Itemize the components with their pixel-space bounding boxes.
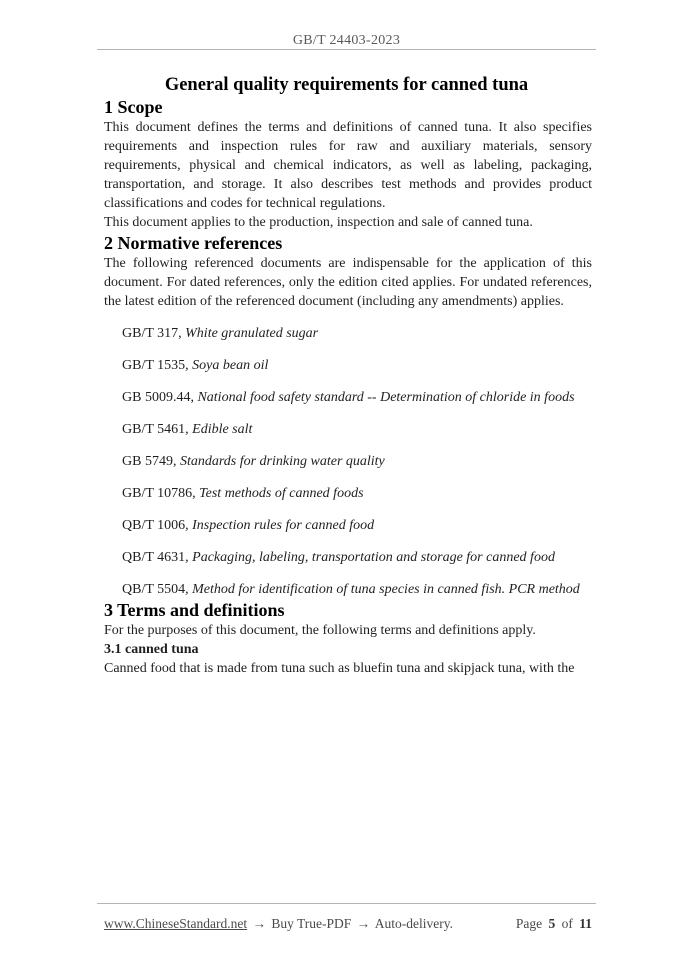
reference-list: [104, 324, 592, 599]
reference-code: GB 5009.44,: [122, 390, 194, 405]
footer-buy-text: Buy True-PDF: [271, 916, 352, 931]
reference-code: GB 5749,: [122, 454, 177, 469]
document-title: General quality requirements for canned tuna: [164, 75, 529, 95]
normative-intro-paragraph: The following referenced documents are indispensable for the application of this document. For dated references, only the edition cited applies. For undated references, the latest edition of the referenced document (including any amendments) applies.: [104, 256, 592, 309]
reference-code: GB/T 5461,: [122, 422, 189, 437]
site-link[interactable]: www.ChineseStandard.net: [104, 916, 248, 931]
reference-code: QB/T 1006,: [122, 518, 189, 533]
terms-intro-paragraph: For the purposes of this document, the following terms and definitions apply.: [104, 623, 536, 638]
header-divider: [97, 49, 596, 50]
arrow-icon: →: [356, 916, 371, 931]
document-body: [0, 96, 693, 678]
reference-code: GB/T 10786,: [122, 486, 196, 501]
reference-code: QB/T 4631,: [122, 550, 189, 565]
reference-title: Edible salt: [192, 422, 253, 437]
reference-item: [122, 548, 592, 567]
scope-paragraph-2: This document applies to the production, inspection and sale of canned tuna.: [104, 215, 533, 230]
reference-code: GB/T 1535,: [122, 358, 189, 373]
page-label: Page: [515, 916, 543, 931]
reference-code: QB/T 5504,: [122, 582, 189, 597]
of-label: of: [561, 916, 573, 931]
reference-title: White granulated sugar: [185, 326, 319, 341]
page-footer: [0, 903, 693, 932]
reference-item: [122, 484, 592, 503]
page-indicator: [513, 916, 592, 932]
current-page-number: 5: [548, 916, 556, 931]
section-heading-normative-references: 2 Normative references: [104, 233, 283, 253]
reference-title: Packaging, labeling, transportation and storage for canned food: [192, 550, 555, 565]
term-definition: Canned food that is made from tuna such as bluefin tuna and skipjack tuna, with the: [104, 661, 575, 676]
reference-title: National food safety standard -- Determination of chloride in foods: [197, 390, 575, 405]
section-heading-terms: 3 Terms and definitions: [104, 600, 285, 620]
arrow-icon: →: [252, 916, 266, 931]
reference-item: [122, 324, 592, 343]
reference-item: [122, 388, 592, 407]
reference-item: [122, 356, 592, 375]
reference-item: [122, 420, 592, 439]
reference-title: Inspection rules for canned food: [192, 518, 375, 533]
reference-title: Soya bean oil: [192, 358, 269, 373]
total-pages-number: 11: [579, 916, 592, 931]
term-number-title: 3.1 canned tuna: [104, 642, 199, 657]
footer-delivery-text: Auto-delivery.: [374, 916, 454, 931]
reference-item: [122, 580, 592, 599]
reference-item: [122, 516, 592, 535]
section-heading-scope: 1 Scope: [104, 97, 163, 117]
reference-item: [122, 452, 592, 471]
document-code: GB/T 24403-2023: [292, 33, 401, 48]
reference-title: Method for identification of tuna species in canned fish. PCR method: [192, 582, 580, 597]
footer-left: [104, 916, 453, 932]
reference-code: GB/T 317,: [122, 326, 182, 341]
page-header: [0, 0, 693, 49]
scope-paragraph-1: This document defines the terms and definitions of canned tuna. It also specifies requirements and inspection rules for raw and auxiliary materials, sensory requirements, physical and chemical indicators, as well as labeling, packaging, transportation, and storage. It also describes test methods and provides product classifications and codes for technical regulations.: [104, 120, 592, 211]
reference-title: Standards for drinking water quality: [179, 454, 385, 469]
footer-divider: [97, 903, 596, 904]
reference-title: Test methods of canned foods: [199, 486, 364, 501]
